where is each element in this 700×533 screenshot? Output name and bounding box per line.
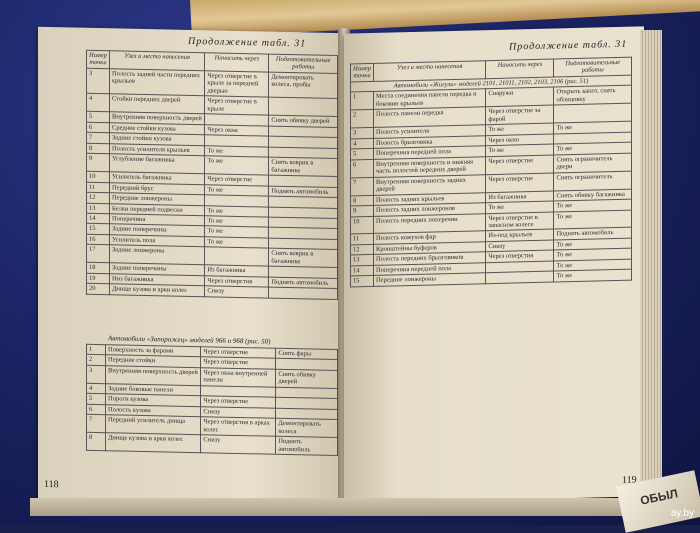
part-name: Усилитель багажника (109, 172, 204, 184)
part-name: Полость усилителя (373, 125, 485, 138)
apply-through (205, 247, 269, 266)
left-page-heading: Продолжение табл. 31 (188, 35, 307, 50)
apply-through: Через отверстие (486, 173, 554, 193)
apply-through: То же (205, 184, 269, 196)
prep-work (269, 97, 338, 116)
apply-through: Через отверстие (205, 174, 269, 186)
prep-work: Снять обивку дверей (269, 115, 338, 127)
point-number: 11 (87, 182, 110, 193)
part-name: Задние стойки кузова (109, 133, 204, 145)
point-number: 1 (351, 92, 374, 110)
point-number: 2 (87, 355, 106, 366)
column-header: Подготовительные работы (554, 57, 632, 77)
point-number: 10 (351, 216, 374, 234)
part-name: Задние поперечины (109, 263, 204, 275)
apply-through: Через отверстие в запасном колесе (486, 212, 554, 232)
watermark: ay.by (670, 508, 694, 519)
book-bottom-edge (30, 498, 670, 516)
part-name: Полость передних брызговиков (373, 252, 485, 265)
prep-work: То же (554, 210, 632, 230)
part-name: Средние стойки кузова (109, 123, 204, 135)
part-name: Полость кузова (106, 405, 201, 417)
part-name: Передний усилитель днища (106, 415, 201, 435)
apply-through: Через отверстие в крыле (205, 96, 269, 115)
apply-through: Из багажника (486, 191, 554, 203)
apply-through: Через отверстие в крыле за передней дверью (205, 71, 269, 98)
prep-work: То же (554, 259, 632, 271)
point-number: 5 (87, 112, 110, 123)
column-header: Узел и место нанесения (109, 51, 204, 71)
part-name: Стойки передних дверей (109, 94, 204, 114)
point-number: 6 (87, 404, 106, 415)
point-number: 12 (351, 244, 374, 255)
point-number: 11 (351, 234, 374, 245)
part-name: Днище кузова и арки колес (109, 284, 204, 296)
part-name: Низ багажника (109, 274, 204, 286)
part-name: Пороги кузова (106, 394, 201, 406)
prep-work: То же (554, 199, 632, 211)
apply-through (486, 271, 554, 283)
apply-through: То же (486, 144, 554, 156)
point-number: 14 (87, 213, 110, 224)
part-name: Задние боковые панели (106, 384, 201, 396)
part-name: Поперечина (109, 214, 204, 226)
apply-through: То же (205, 226, 269, 238)
apply-through: Из-под крыльев (486, 229, 554, 241)
point-number: 3 (87, 365, 106, 383)
apply-through: Снизу (201, 406, 276, 418)
left-page (38, 27, 346, 505)
section-title: Автомобили «Жигули» моделей 2101, 21011, 2102, 2103, 2106 (рис. 51) (351, 75, 632, 92)
prep-work: То же (554, 142, 632, 154)
part-name: Внутренняя поверхность дверей (109, 112, 204, 124)
prep-work: Поднять автомобиль (276, 436, 338, 455)
point-number: 2 (351, 110, 374, 128)
right-page-number: 119 (622, 474, 637, 486)
apply-through: Через отверстие (201, 396, 276, 408)
point-number: 17 (87, 245, 110, 263)
prep-work: То же (554, 249, 632, 261)
point-number: 9 (87, 153, 110, 171)
point-number: 9 (351, 205, 374, 216)
prep-work: Демонтировать колеса (276, 419, 338, 438)
column-header: Узел и место нанесения (373, 61, 485, 82)
left-section-title: Автомобили «Запорожец» моделей 966 и 968 (рис. 50) (108, 334, 271, 346)
part-name: Днище кузова и арки колес (106, 433, 201, 453)
part-name: Передние стойки (106, 355, 201, 367)
part-name: Внутренняя поверхность задних дверей (373, 174, 485, 195)
column-header: Наносить через (205, 53, 269, 72)
right-table-zhiguli (350, 57, 632, 288)
prep-work: Снять ограничитель (554, 171, 632, 191)
part-name: Полость задней части передних крыльев (109, 69, 204, 96)
point-number: 7 (87, 133, 110, 144)
part-name: Поперечина передней пола (373, 146, 485, 159)
column-header: Номер точки (351, 63, 374, 81)
apply-through: Через отверстия в арках колес (201, 417, 276, 437)
apply-through: То же (205, 156, 269, 175)
prep-work: Снять фары (276, 348, 338, 360)
point-number: 4 (87, 94, 110, 112)
point-number: 5 (87, 394, 106, 405)
part-name: Усилитель пола (109, 235, 204, 247)
part-name: Поперечина передней пола (373, 263, 485, 276)
part-name: Задние поперечины (109, 224, 204, 236)
apply-through: Через окна внутренней панели (201, 368, 276, 388)
apply-through: То же (205, 145, 269, 157)
point-number: 8 (351, 195, 374, 206)
point-number: 7 (87, 415, 106, 433)
column-header: Подготовительные работы (269, 54, 338, 73)
right-page (344, 26, 644, 503)
point-number: 10 (87, 171, 110, 182)
part-name: Полость задних лонжеронов (373, 203, 485, 216)
apply-through: Через отверстия (486, 250, 554, 262)
prep-work: Поднять автомобиль (269, 277, 338, 289)
apply-through: Через отверстие (486, 155, 554, 175)
point-number: 7 (351, 177, 374, 195)
apply-through: Через отверстия (205, 276, 269, 288)
right-page-heading: Продолжение табл. 31 (509, 38, 628, 53)
point-number: 6 (87, 122, 110, 133)
point-number: 14 (351, 265, 374, 276)
part-name: Полость передних поперечин (373, 213, 485, 234)
prep-work: Снять обивку дверей (276, 369, 338, 388)
point-number: 13 (87, 203, 110, 214)
prep-work: Демонтировать колеса, пробы (269, 72, 338, 99)
part-name: Белки передней подвески (109, 203, 204, 215)
part-name: Места соединения панели передка и боковин крыльев (373, 89, 485, 110)
apply-through: Снизу (201, 435, 276, 455)
part-name: Полость задних крыльев (373, 192, 485, 205)
point-number: 20 (87, 284, 110, 295)
left-page-number: 118 (44, 478, 59, 491)
prep-work: То же (554, 121, 632, 133)
part-name: Внутренняя поверхность дверей (106, 366, 201, 386)
point-number: 16 (87, 234, 110, 245)
column-header: Наносить через (486, 59, 554, 79)
point-number: 13 (351, 255, 374, 266)
table-row (87, 433, 338, 456)
part-name: Передний брус (109, 182, 204, 194)
prep-work (269, 287, 338, 299)
part-name: Задние лонжероны (109, 245, 204, 265)
part-name: Передние лонжероны (109, 193, 204, 205)
left-table-main (86, 50, 338, 300)
part-name: Внутренняя поверхность и нижняя часть полостей передних дверей (373, 156, 485, 177)
point-number: 15 (351, 276, 374, 287)
apply-through: Через окно (486, 134, 554, 146)
point-number: 4 (351, 138, 374, 149)
prep-work: Открыть капот, снять облицовку (554, 86, 632, 106)
prep-work: Снять коврик в багажнике (269, 248, 338, 267)
part-name: Полость усилителя крыльев (109, 143, 204, 155)
part-name: Поверхность за фарами (106, 345, 201, 357)
prep-work: То же (554, 269, 632, 281)
prep-work: Снять коврик в багажнике (269, 157, 338, 176)
apply-through: Через отверстие (201, 347, 276, 359)
part-name: Кронштейны буферов (373, 242, 485, 255)
apply-through: То же (486, 123, 554, 135)
corner-label: ОБЫЛ (638, 486, 680, 508)
apply-through: Из багажника (205, 265, 269, 277)
prep-work: Снять обивку багажника (554, 189, 632, 201)
apply-through: Снаружи (486, 87, 554, 107)
point-number: 1 (87, 344, 106, 355)
prep-work (554, 103, 632, 123)
point-number: 8 (87, 433, 106, 451)
apply-through: Через окна (205, 125, 269, 137)
point-number: 4 (87, 383, 106, 394)
left-table-zaporozhets (86, 344, 338, 456)
prep-work: Поднять автомобиль (269, 186, 338, 198)
point-number: 12 (87, 192, 110, 203)
apply-through: То же (205, 205, 269, 217)
point-number: 5 (351, 149, 374, 160)
prep-work: То же (554, 238, 632, 250)
point-number: 15 (87, 224, 110, 235)
apply-through: То же (205, 216, 269, 228)
prep-work: Снять ограничитель двери (554, 153, 632, 173)
part-name: Передние лонжероны (373, 273, 485, 286)
point-number: 3 (351, 128, 374, 139)
apply-through: Через отверстие за фарой (486, 105, 554, 125)
point-number: 3 (87, 68, 110, 94)
point-number: 8 (87, 143, 110, 154)
part-name: Полость брызговика (373, 135, 485, 148)
apply-through: То же (205, 237, 269, 249)
part-name: Полость панели передка (373, 107, 485, 128)
page-edges (640, 30, 662, 500)
part-name: Полость кожухов фар (373, 231, 485, 244)
apply-through: Снизу (486, 240, 554, 252)
point-number: 19 (87, 273, 110, 284)
apply-through: Через отверстие (201, 357, 276, 369)
point-number: 6 (351, 159, 374, 177)
prep-work: Поднять автомобиль (554, 228, 632, 240)
part-name: Углубление багажника (109, 154, 204, 174)
apply-through: То же (486, 201, 554, 213)
point-number: 18 (87, 263, 110, 274)
apply-through: Снизу (205, 286, 269, 298)
column-header: Номер точки (87, 50, 110, 68)
